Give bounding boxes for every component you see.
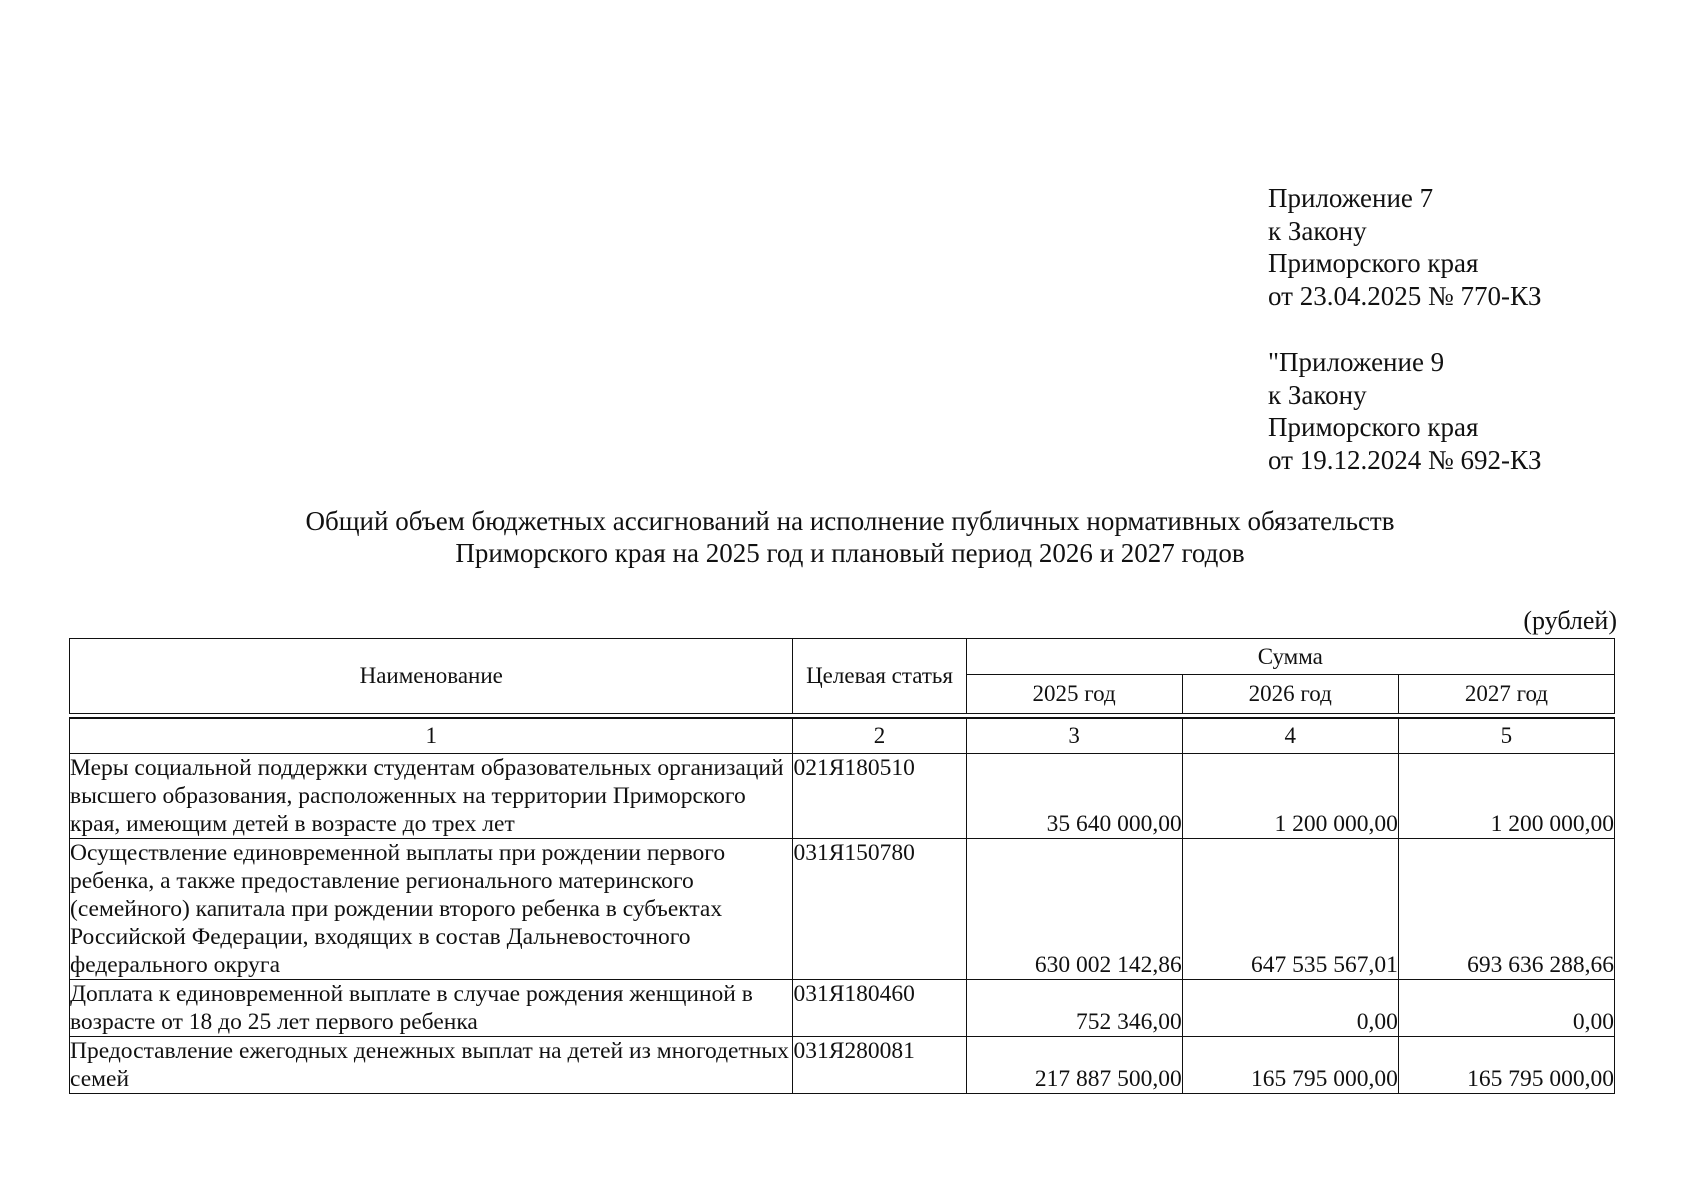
table-header-row — [70, 639, 1615, 675]
header-sum: Сумма — [966, 639, 1614, 675]
appendix-law-label: к Закону — [1268, 215, 1367, 246]
appendix-law-date: от 19.12.2024 № 692-КЗ — [1268, 444, 1542, 475]
column-number: 1 — [70, 718, 793, 754]
row-amount-2025: 630 002 142,86 — [966, 839, 1182, 980]
appendix-law-date: от 23.04.2025 № 770-КЗ — [1268, 280, 1542, 311]
table-row — [70, 754, 1615, 839]
row-name: Осуществление единовременной выплаты при рождении первого ребенка, а также предоставление регионального материнского (семейного) капитала при рождении второго ребенка в субъектах Российской Федерации, входящих в состав Дальневосточного федерального округа — [70, 839, 793, 980]
row-amount-2025: 217 887 500,00 — [966, 1037, 1182, 1094]
table-row — [70, 980, 1615, 1037]
appendix-number: "Приложение 9 — [1268, 347, 1445, 377]
column-number: 5 — [1398, 718, 1614, 754]
document-title-line-2: Приморского края на 2025 год и плановый период 2026 и 2027 годов — [455, 538, 1245, 568]
row-target-article: 031Я150780 — [793, 839, 966, 980]
header-name: Наименование — [70, 639, 793, 714]
row-amount-2027: 1 200 000,00 — [1398, 754, 1614, 839]
row-target-article: 031Я280081 — [793, 1037, 966, 1094]
document-title — [150, 505, 1550, 569]
column-number: 2 — [793, 718, 966, 754]
column-number: 4 — [1182, 718, 1398, 754]
appendix-number: Приложение 7 — [1268, 183, 1434, 213]
row-target-article: 021Я180510 — [793, 754, 966, 839]
row-amount-2027: 0,00 — [1398, 980, 1614, 1037]
column-number: 3 — [966, 718, 1182, 754]
row-name: Предоставление ежегодных денежных выплат на детей из многодетных семей — [70, 1037, 793, 1094]
table-row — [70, 839, 1615, 980]
row-amount-2025: 752 346,00 — [966, 980, 1182, 1037]
budget-table — [69, 638, 1615, 1094]
appendix-region: Приморского края — [1268, 412, 1479, 442]
row-amount-2025: 35 640 000,00 — [966, 754, 1182, 839]
row-name: Доплата к единовременной выплате в случае рождения женщиной в возрасте от 18 до 25 лет первого ребенка — [70, 980, 793, 1037]
currency-unit-label: (рублей) — [1523, 606, 1617, 635]
row-amount-2027: 165 795 000,00 — [1398, 1037, 1614, 1094]
appendix-region: Приморского края — [1268, 248, 1479, 278]
header-year-2027: 2027 год — [1398, 675, 1614, 714]
row-amount-2026: 165 795 000,00 — [1182, 1037, 1398, 1094]
header-year-2026: 2026 год — [1182, 675, 1398, 714]
row-amount-2026: 0,00 — [1182, 980, 1398, 1037]
document-title-line-1: Общий объем бюджетных ассигнований на исполнение публичных нормативных обязательств — [305, 506, 1395, 536]
appendix-reference-current — [1268, 182, 1541, 312]
header-year-2025: 2025 год — [966, 675, 1182, 714]
row-amount-2027: 693 636 288,66 — [1398, 839, 1614, 980]
appendix-law-label: к Закону — [1268, 379, 1367, 410]
appendix-reference-amended — [1268, 346, 1541, 476]
row-amount-2026: 647 535 567,01 — [1182, 839, 1398, 980]
header-target-article: Целевая статья — [793, 639, 966, 714]
column-number-row — [70, 718, 1615, 754]
row-name: Меры социальной поддержки студентам образовательных организаций высшего образования, расположенных на территории Приморского края, имеющим детей в возрасте до трех лет — [70, 754, 793, 839]
table-row — [70, 1037, 1615, 1094]
row-amount-2026: 1 200 000,00 — [1182, 754, 1398, 839]
row-target-article: 031Я180460 — [793, 980, 966, 1037]
